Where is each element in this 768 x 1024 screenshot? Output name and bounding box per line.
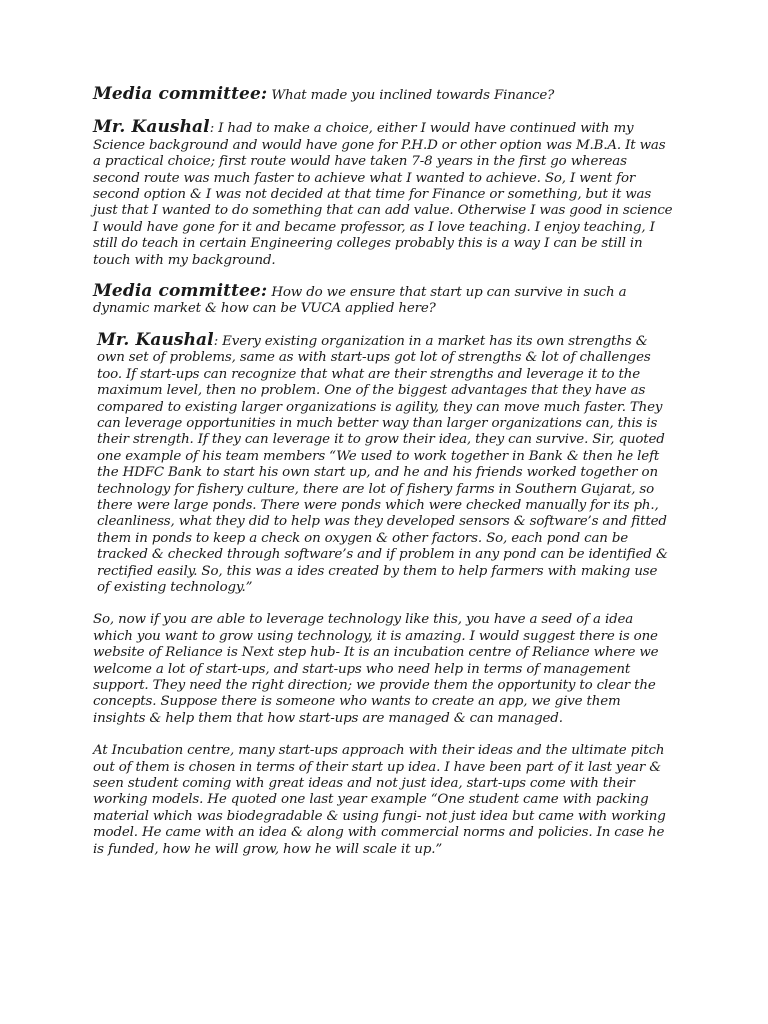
question-text: How do we ensure that start up can survive in such a dynamic market & how can be VUCA applied here? [93,285,627,317]
paragraph-text: At Incubation centre, many start-ups approach with their ideas and the ultimate pitch out of them is chosen in terms of their start up idea. I have been part of it last year & seen student coming with great ideas and not just idea, start-ups come with their working models. He quoted one last year example “One student came with packing material which was biodegradable & using fungi- not just idea but came with working model. He came with an idea & along with commercial norms and policies. In case he is funded, how he will grow, how he will scale it up.” [93,743,666,857]
answer-text: : Every existing organization in a market has its own strengths & own set of problems, same as with start-ups got lot of strengths & lot of challenges too. If start-ups can recognize that what are their strengths and leverage it to the maximum level, then no problem. One of the biggest advantages that they have as compared to existing larger organizations is agility, they can move much faster. They can leverage opportunities in much better way than larger organizations can, this is their strength. If they can leverage it to grow their idea, they can survive. Sir, quoted one example of his team members “We used to work together in Bank & then he left the HDFC Bank to start his own start up, and he and his friends worked together on technology for fishery culture, there are lot of fishery farms in Southern Gujarat, so there were large ponds. There were ponds which were checked manually for its ph., cleanliness, what they did to help was they developed sensors & software’s and fitted them in ponds to keep a check on oxygen & other factors. So, each pond can be tracked & checked through software’s and if problem in any pond can be identified & rectified easily. So, this was a ides created by them to help farmers with making use of existing technology.” [97,333,668,595]
interview-answer-2 [93,329,674,597]
speaker-mr-kaushal: Mr. Kaushal [93,117,210,138]
question-text: What made you inclined towards Finance? [271,88,555,103]
interview-question-1 [93,86,674,104]
speaker-mr-kaushal: Mr. Kaushal [97,329,214,350]
answer-paragraph [93,743,674,858]
speaker-media-committee: Media committee: [93,84,268,104]
paragraph-text: So, now if you are able to leverage technology like this, you have a seed of a idea which you want to grow using technology, it is amazing. I would suggest there is one website of Reliance is Next step hub- It is an incubation centre of Reliance where we welcome a lot of start-ups, and start-ups who need help in terms of management support. They need the right direction; we provide them the opportunity to clear the concepts. Suppose there is someone who wants to create an app, we give them insights & help them that how start-ups are managed & can managed. [93,612,659,726]
interview-question-2 [93,283,674,318]
interview-answer-1 [93,119,674,269]
answer-text: : I had to make a choice, either I would have continued with my Science background and would have gone for P.H.D or other option was M.B.A. It was a practical choice; first route would have taken 7-8 years in the first go whereas second route was much faster to achieve what I wanted to achieve. So, I went for second option & I was not decided at that time for Finance or something, but it was just that I wanted to do something that can add value. Otherwise I was good in science I would have gone for it and became professor, as I love teaching. I enjoy teaching, I still do teach in certain Engineering colleges probably this is a way I can be still in touch with my background. [93,121,673,268]
answer-paragraph [93,612,674,727]
speaker-media-committee: Media committee: [93,281,268,302]
